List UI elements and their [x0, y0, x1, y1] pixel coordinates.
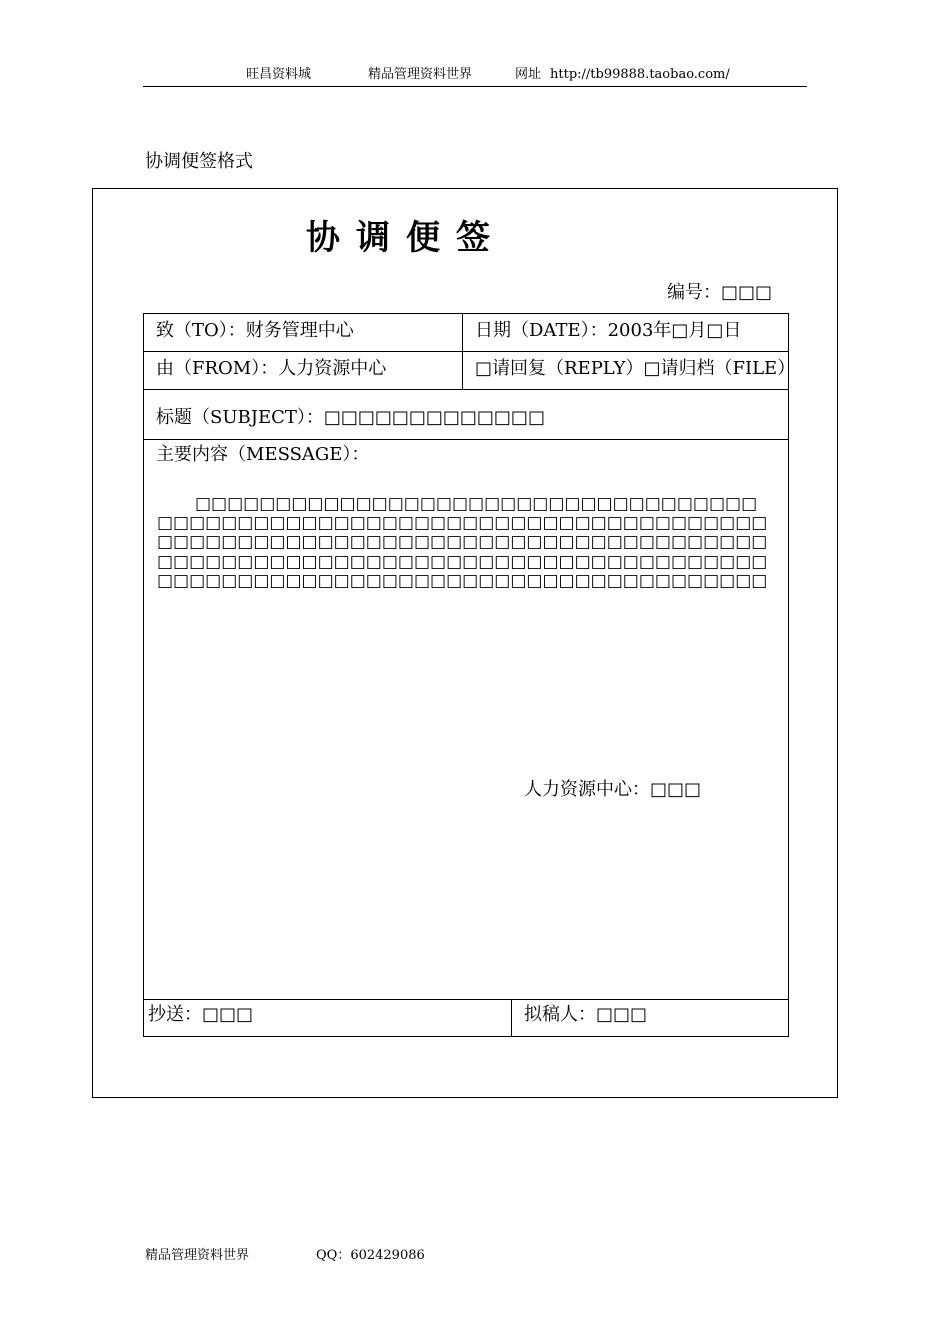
signature: 人力资源中心：□□□ [524, 779, 702, 800]
message-body: □□□□□□□□□□□□□□□□□□□□□□□□□□□□□□□□□□□□□□□□□□□□□□□□□□□□□□□□□□□□□□□□□□□□□□□□□□□□□□□□□□□□□□□□□□□□□□□□□□□□□□□□□□□□□□□□□□□□□□□□□□□□□□□□□□□□□□□□□□□□□□□□□□□□□□□□□□□□□□□□□□□□□□□□□□□□□□□□□□□□□□□□□□□ [157, 494, 768, 591]
header-url: http://tb99888.taobao.com/ [550, 67, 730, 82]
footer-world-name: 精品管理资料世界 [145, 1248, 250, 1263]
reply-file-options: □请回复（REPLY）□请归档（FILE） [475, 358, 796, 379]
to-field: 致（TO）：财务管理中心 [156, 320, 354, 341]
footer-qq: QQ：602429086 [316, 1248, 425, 1263]
drafter-field: 拟稿人：□□□ [524, 1004, 648, 1025]
serial-number: 编号：□□□ [667, 282, 773, 303]
subject-field: 标题（SUBJECT）：□□□□□□□□□□□□□ [156, 407, 545, 428]
memo-title: 协调便签 [306, 218, 506, 258]
drafter-cell [511, 999, 789, 1037]
reply-file-cell [462, 351, 796, 390]
cc-field: 抄送：□□□ [148, 1004, 254, 1025]
from-cell [143, 351, 463, 390]
document-heading: 协调便签格式 [145, 151, 253, 172]
header-world-name: 精品管理资料世界 [368, 67, 473, 82]
subject-cell [143, 389, 789, 440]
page-header [143, 66, 807, 87]
header-site-name: 旺昌资料城 [246, 67, 312, 82]
date-field: 日期（DATE）：2003年□月□日 [475, 320, 742, 341]
message-label: 主要内容（MESSAGE）： [156, 444, 370, 465]
to-cell [143, 313, 463, 352]
from-field: 由（FROM）：人力资源中心 [156, 358, 387, 379]
header-url-label: 网址 [515, 67, 542, 82]
date-cell [462, 313, 789, 352]
page-footer [145, 1247, 645, 1267]
cc-cell [143, 999, 512, 1037]
